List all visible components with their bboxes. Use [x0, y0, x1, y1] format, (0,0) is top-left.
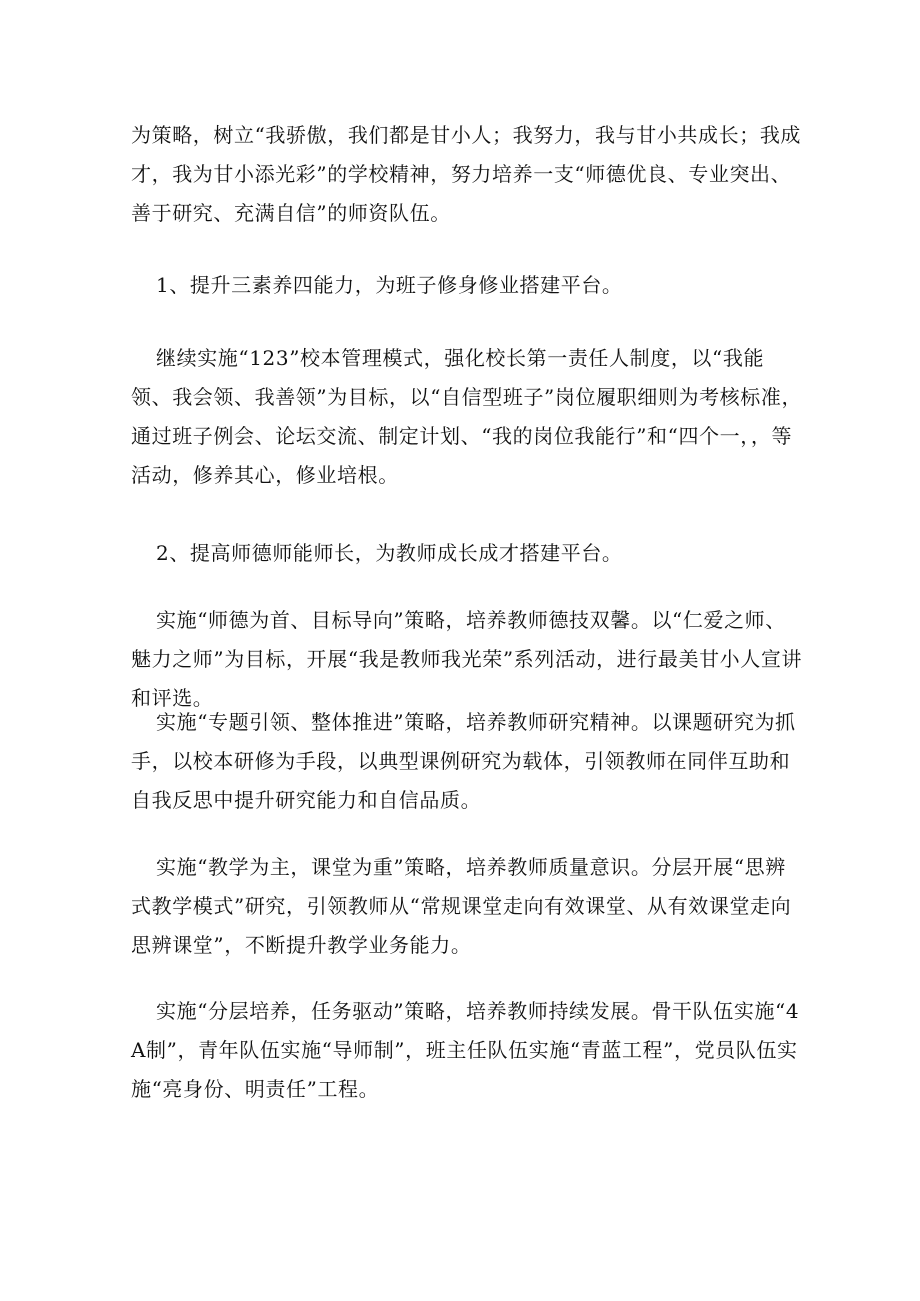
paragraph-teaching-quality: 实施“教学为主，课堂为重”策略，培养教师质量意识。分层开展“思辨式教学模式”研究，引领教师从“常规课堂走向有效课堂、从有效课堂走向思辨课堂”，不断提升教学业务能力。 [131, 855, 792, 957]
paragraph-layered-training: 实施“分层培养，任务驱动”策略，培养教师持续发展。骨干队伍实施“4A制”，青年队伍实施“导师制”，班主任队伍实施“青蓝工程”，党员队伍实施“亮身份、明责任”工程。 [131, 999, 800, 1101]
paragraph-teacher-ethics: 实施“师德为首、目标导向”策略，培养教师德技双馨。以“仁爱之师、魅力之师”为目标，开展“我是教师我光荣”系列活动，进行最美甘小人宣讲和评选。 [131, 608, 803, 710]
paragraph-school-spirit: 为策略，树立“我骄傲，我们都是甘小人；我努力，我与甘小共成长；我成才，我为甘小添光彩”的学校精神，努力培养一支“师德优良、专业突出、善于研究、充满自信”的师资队伍。 [131, 123, 802, 225]
paragraph-management-mode: 继续实施“123”校本管理模式，强化校长第一责任人制度，以“我能领、我会领、我善领”为目标，以“自信型班子”岗位履职细则为考核标准，通过班子例会、论坛交流、制定计划、“我的岗位我能行”和“四个一，，等活动，修养其心，修业培根。 [131, 346, 803, 487]
paragraph-research-spirit: 实施“专题引领、整体推进”策略，培养教师研究精神。以课题研究为抓手，以校本研修为手段，以典型课例研究为载体，引领教师在同伴互助和自我反思中提升研究能力和自信品质。 [131, 710, 796, 812]
section-heading-1: 1、提升三素养四能力，为班子修身修业搭建平台。 [156, 273, 623, 297]
section-heading-2: 2、提高师德师能师长，为教师成长成才搭建平台。 [156, 541, 623, 565]
